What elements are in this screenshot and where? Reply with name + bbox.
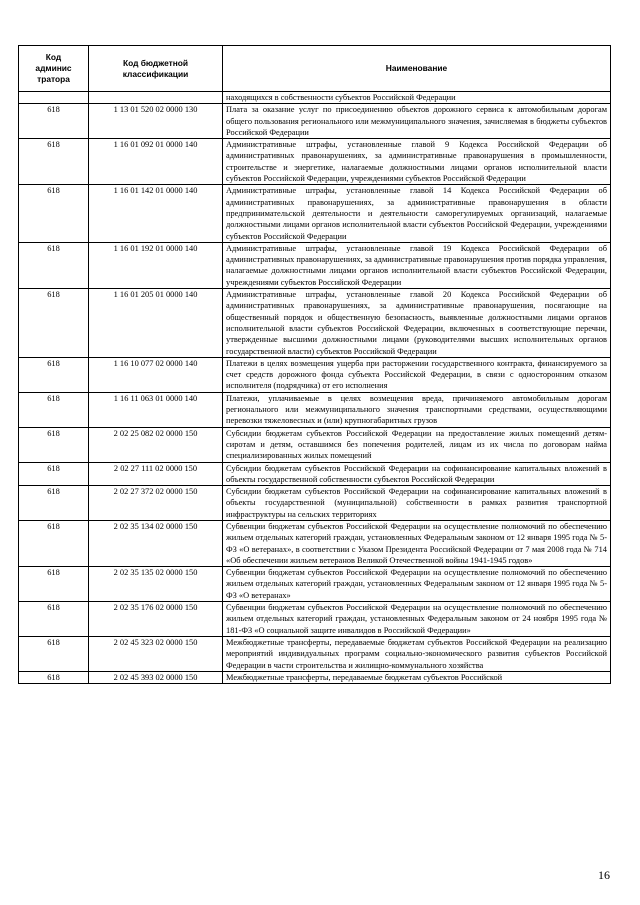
budget-code-cell: 1 13 01 520 02 0000 130 (89, 104, 223, 139)
name-cell: Административные штрафы, установленные главой 14 Кодекса Российской Федерации об административных правонарушениях, за административные правонарушения в области предпринимательской деятельности и деятельности саморегулируемых организаций, налагаемые должностными лицами органов исполнительной власти субъектов Российской Федерации, учреждениями субъектов Российской Федерации (223, 185, 611, 242)
name-cell: Плата за оказание услуг по присоединению объектов дорожного сервиса к автомобильным дорогам общего пользования регионального или межмуниципального значения, зачисляемая в бюджеты субъектов Российской Федерации (223, 104, 611, 139)
budget-code-cell: 2 02 45 393 02 0000 150 (89, 671, 223, 683)
budget-code-cell: 2 02 27 372 02 0000 150 (89, 486, 223, 521)
budget-code-cell: 1 16 01 192 01 0000 140 (89, 242, 223, 288)
table-row (19, 185, 611, 242)
name-cell: Административные штрафы, установленные главой 20 Кодекса Российской Федерации об административных правонарушениях, за административные правонарушения, посягающие на общественный порядок и общественную безопасность, выявленные должностными лицами органов исполнительной власти субъектов Российской Федерации, включенных в соответствующие перечни, утвержденные высшими должностными лицами (руководителями высших исполнительных органов государственной власти) субъектов Российской Федерации (223, 289, 611, 358)
admin-code-cell: 618 (19, 185, 89, 242)
table-row (19, 357, 611, 392)
budget-code-cell (89, 92, 223, 104)
table-row (19, 671, 611, 683)
budget-code-cell: 2 02 27 111 02 0000 150 (89, 462, 223, 486)
budget-code-cell: 1 16 10 077 02 0000 140 (89, 357, 223, 392)
table-row (19, 392, 611, 427)
budget-code-cell: 1 16 01 205 01 0000 140 (89, 289, 223, 358)
header-name: Наименование (223, 46, 611, 92)
name-cell: Субвенции бюджетам субъектов Российской Федерации на осуществление полномочий по обеспечению жильем отдельных категорий граждан, установленных Федеральным законом от 12 января 1995 года № 5-ФЗ «О ветеранах», в соответствии с Указом Президента Российской Федерации от 7 мая 2008 года № 714 «Об обеспечении жильем ветеранов Великой Отечественной войны 1941-1945 годов» (223, 520, 611, 566)
admin-code-cell: 618 (19, 357, 89, 392)
table-body (19, 92, 611, 684)
budget-code-cell: 2 02 35 176 02 0000 150 (89, 602, 223, 637)
table-row (19, 242, 611, 288)
table-row (19, 427, 611, 462)
header-admin-code: Код админис тратора (19, 46, 89, 92)
name-cell: находящихся в собственности субъектов Российской Федерации (223, 92, 611, 104)
table-row (19, 486, 611, 521)
table-row (19, 92, 611, 104)
admin-code-cell: 618 (19, 104, 89, 139)
admin-code-cell (19, 92, 89, 104)
name-cell: Административные штрафы, установленные главой 19 Кодекса Российской Федерации об административных правонарушениях, за административные правонарушения против порядка управления, налагаемые должностными лицами органов исполнительной власти субъектов Российской Федерации, учреждениями субъектов Российской Федерации (223, 242, 611, 288)
name-cell: Субсидии бюджетам субъектов Российской Федерации на предоставление жилых помещений детям-сиротам и детям, оставшимся без попечения родителей, лицам из их числа по договорам найма специализированных жилых помещений (223, 427, 611, 462)
name-cell: Платежи, уплачиваемые в целях возмещения вреда, причиняемого автомобильным дорогам регионального или межмуниципального значения транспортными средствами, осуществляющими перевозки тяжеловесных и (или) крупногабаритных грузов (223, 392, 611, 427)
revenue-classification-table (18, 45, 611, 684)
table-row (19, 289, 611, 358)
name-cell: Субвенции бюджетам субъектов Российской Федерации на осуществление полномочий по обеспечению жильем отдельных категорий граждан, установленных Федеральным законом от 12 января 1995 года № 5-ФЗ «О ветеранах» (223, 567, 611, 602)
name-cell: Межбюджетные трансферты, передаваемые бюджетам субъектов Российской (223, 671, 611, 683)
table-row (19, 602, 611, 637)
admin-code-cell: 618 (19, 520, 89, 566)
budget-code-cell: 2 02 25 082 02 0000 150 (89, 427, 223, 462)
name-cell: Субсидии бюджетам субъектов Российской Федерации на софинансирование капитальных вложений в объекты государственной (муниципальной) собственности в рамках развития транспортной инфраструктуры на сельских территориях (223, 486, 611, 521)
page-number: 16 (598, 868, 610, 882)
admin-code-cell: 618 (19, 289, 89, 358)
admin-code-cell: 618 (19, 671, 89, 683)
budget-code-cell: 1 16 01 142 01 0000 140 (89, 185, 223, 242)
table-row (19, 462, 611, 486)
budget-code-cell: 1 16 01 092 01 0000 140 (89, 139, 223, 185)
admin-code-cell: 618 (19, 242, 89, 288)
header-budget-code: Код бюджетной классификации (89, 46, 223, 92)
admin-code-cell: 618 (19, 602, 89, 637)
admin-code-cell: 618 (19, 567, 89, 602)
table-row (19, 636, 611, 671)
budget-code-cell: 2 02 35 135 02 0000 150 (89, 567, 223, 602)
table-row (19, 139, 611, 185)
name-cell: Административные штрафы, установленные главой 9 Кодекса Российской Федерации об административных правонарушениях, за административные правонарушения в промышленности, строительстве и энергетике, налагаемые должностными лицами органов исполнительной власти субъектов Российской Федерации, учреждениями субъектов Российской Федерации (223, 139, 611, 185)
table-row (19, 104, 611, 139)
admin-code-cell: 618 (19, 392, 89, 427)
budget-code-cell: 2 02 45 323 02 0000 150 (89, 636, 223, 671)
table-header (19, 46, 611, 92)
name-cell: Платежи в целях возмещения ущерба при расторжении государственного контракта, финансируемого за счет средств дорожного фонда субъекта Российской Федерации, в связи с односторонним отказом исполнителя (подрядчика) от его исполнения (223, 357, 611, 392)
budget-code-cell: 1 16 11 063 01 0000 140 (89, 392, 223, 427)
table-row (19, 567, 611, 602)
admin-code-cell: 618 (19, 636, 89, 671)
admin-code-cell: 618 (19, 462, 89, 486)
budget-code-cell: 2 02 35 134 02 0000 150 (89, 520, 223, 566)
admin-code-cell: 618 (19, 427, 89, 462)
table-row (19, 520, 611, 566)
admin-code-cell: 618 (19, 139, 89, 185)
name-cell: Субвенции бюджетам субъектов Российской Федерации на осуществление полномочий по обеспечению жильем отдельных категорий граждан, установленных Федеральным законом от 24 ноября 1995 года № 181-ФЗ «О социальной защите инвалидов в Российской Федерации» (223, 602, 611, 637)
name-cell: Межбюджетные трансферты, передаваемые бюджетам субъектов Российской Федерации на реализацию мероприятий индивидуальных программ социально-экономического развития субъектов Российской Федерации в части строительства и жилищно-коммунального хозяйства (223, 636, 611, 671)
name-cell: Субсидии бюджетам субъектов Российской Федерации на софинансирование капитальных вложений в объекты государственной собственности субъектов Российской Федерации (223, 462, 611, 486)
admin-code-cell: 618 (19, 486, 89, 521)
